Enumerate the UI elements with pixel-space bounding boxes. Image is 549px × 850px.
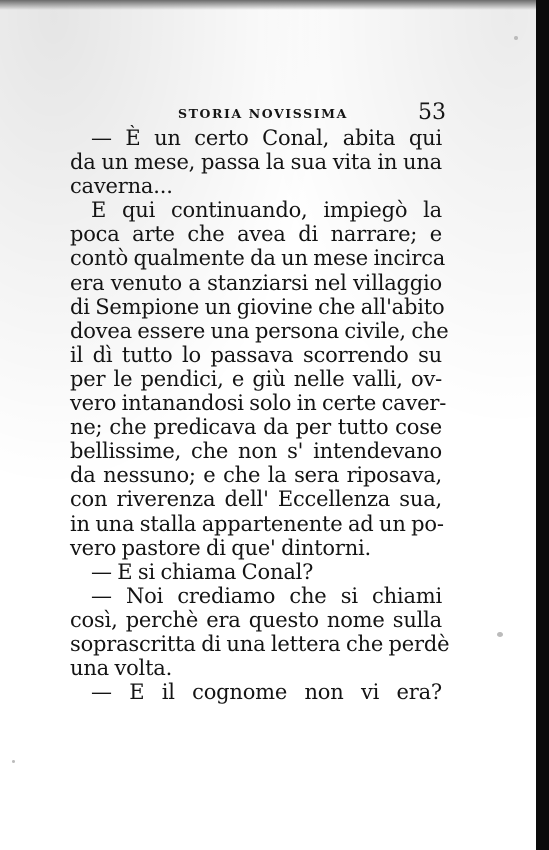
text-line: — E il cognome non vi era? <box>91 680 442 705</box>
text-line: da nessuno; e che la sera riposava, <box>70 463 442 488</box>
page-header <box>178 100 478 128</box>
paper-speck <box>497 632 503 637</box>
text-line: bellissime, che non s' intendevano <box>70 439 442 464</box>
text-line: poca arte che avea di narrare; e <box>70 222 442 247</box>
page-top-edge-shadow <box>0 0 536 10</box>
text-line: era venuto a stanziarsi nel villaggio <box>70 270 442 295</box>
text-line: di Sempione un giovine che all'abito <box>70 294 445 319</box>
text-line: per le pendici, e giù nelle valli, ov- <box>70 366 442 391</box>
text-line: E qui continuando, impiegò la <box>91 198 442 223</box>
text-line: da un mese, passa la sua vita in una <box>70 150 442 175</box>
paper-speck <box>514 36 518 40</box>
text-line: soprascritta di una lettera che perdè <box>70 631 450 656</box>
text-line: — È un certo Conal, abita qui <box>91 126 442 150</box>
page-number: 53 <box>418 100 446 125</box>
text-line: vero pastore di que' dintorni. <box>70 535 372 560</box>
text-line: il dì tutto lo passava scorrendo su <box>70 342 442 367</box>
text-line: contò qualmente da un mese incirca <box>70 246 446 271</box>
text-line: ne; che predicava da per tutto cose <box>70 415 442 440</box>
paper-speck <box>12 760 15 763</box>
text-line: vero intanandosi solo in certe caver- <box>70 391 447 416</box>
text-line: dovea essere una persona civile, che <box>70 318 449 343</box>
text-line: una volta. <box>70 656 173 681</box>
body-text <box>70 126 450 705</box>
running-title: STORIA NOVISSIMA <box>178 106 348 121</box>
text-line: con riverenza dell' Eccellenza sua, <box>70 487 442 512</box>
text-line: — Noi crediamo che si chiami <box>91 583 442 608</box>
text-line: in una stalla appartenente ad un po- <box>70 511 444 536</box>
text-line: così, perchè era questo nome sulla <box>70 607 442 632</box>
text-line: caverna... <box>70 174 173 199</box>
text-line: — E si chiama Conal? <box>91 559 314 584</box>
